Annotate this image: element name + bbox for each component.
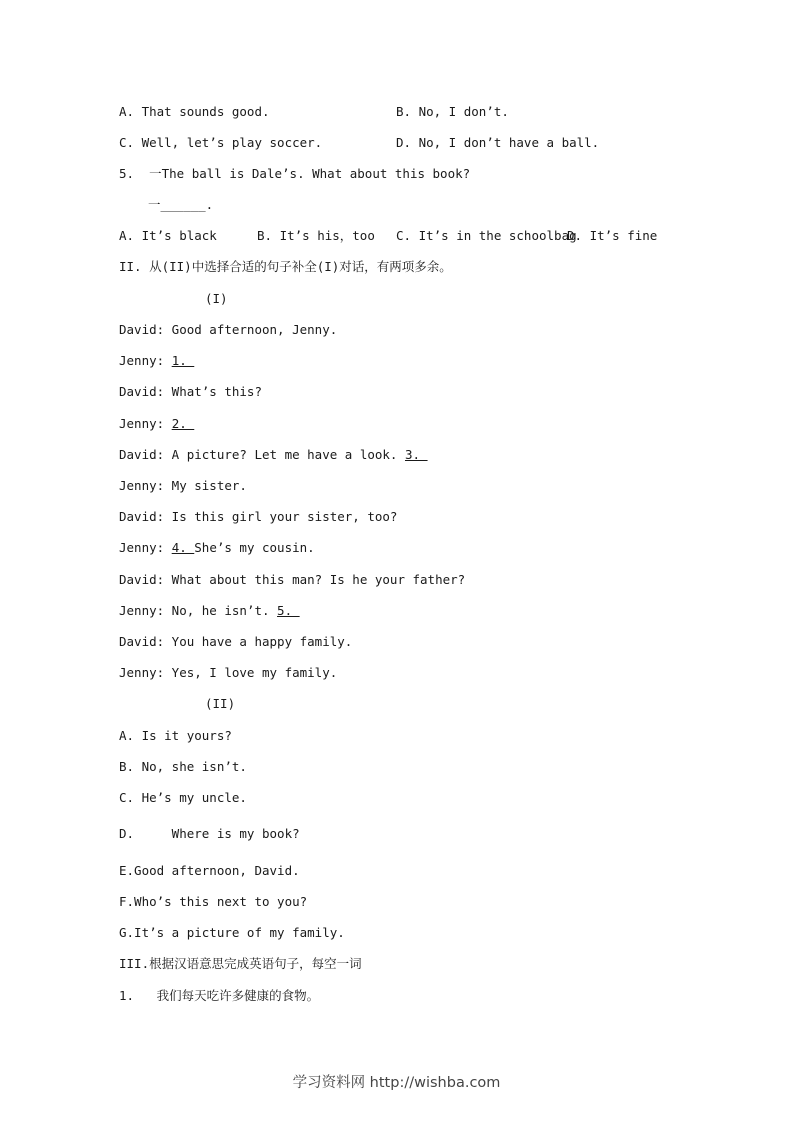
blank-3: 3. [404, 447, 428, 462]
section-3-item-1: 1. 我们每天吃许多健康的食物。 [119, 988, 320, 1003]
blank-5: 5. [277, 603, 300, 618]
q5-option-d: D. It’s fine [567, 228, 658, 243]
blank-2: 2. [171, 416, 195, 431]
section-2-heading: II. 从(II)中选择合适的句子补全(I)对话，有两项多余。 [119, 259, 452, 274]
q5-option-c: C. It’s in the schoolbag [396, 228, 577, 243]
dialogue-line: Jenny: 2. [119, 416, 195, 431]
q5-answer-line: 一______. [148, 197, 214, 212]
q5-option-a: A. It’s black [119, 228, 217, 243]
part-1-label: (I) [205, 291, 228, 306]
dialogue-line: Jenny: No, he isn’t. 5. [119, 603, 300, 618]
q4-option-a: A. That sounds good. [119, 104, 270, 119]
dialogue-line: David: Is this girl your sister, too? [119, 509, 398, 524]
option-a: A. Is it yours? [119, 728, 232, 743]
dialogue-line: David: A picture? Let me have a look. 3. [119, 447, 428, 462]
dialogue-line: David: You have a happy family. [119, 634, 353, 649]
option-f: F.Who’s this next to you? [119, 894, 308, 909]
part-2-label: (II) [205, 696, 236, 711]
blank-4: 4. [171, 540, 195, 555]
option-c: C. He’s my uncle. [119, 790, 247, 805]
option-d: D. Where is my book? [119, 826, 300, 841]
dialogue-line: Jenny: My sister. [119, 478, 247, 493]
blank-1: 1. [171, 353, 195, 368]
section-3-heading: III.根据汉语意思完成英语句子，每空一词 [119, 956, 362, 971]
footer-watermark: 学习资料网 http://wishba.com [292, 1075, 501, 1091]
dialogue-line: David: What about this man? Is he your father? [119, 572, 466, 587]
dialogue-line: David: Good afternoon, Jenny. [119, 322, 338, 337]
q5-stem: 5. 一The ball is Dale’s. What about this book? [119, 166, 471, 181]
q4-option-d: D. No, I don’t have a ball. [396, 135, 600, 150]
dialogue-line: Jenny: 4. She’s my cousin. [119, 540, 315, 555]
q5-option-b: B. It’s his，too [257, 228, 375, 243]
option-g: G.It’s a picture of my family. [119, 925, 345, 940]
dialogue-line: Jenny: Yes, I love my family. [119, 665, 338, 680]
option-e: E.Good afternoon, David. [119, 863, 300, 878]
dialogue-line: Jenny: 1. [119, 353, 195, 368]
option-b: B. No, she isn’t. [119, 759, 247, 774]
dialogue-line: David: What’s this? [119, 384, 262, 399]
q4-option-c: C. Well, let’s play soccer. [119, 135, 323, 150]
q4-option-b: B. No, I don’t. [396, 104, 509, 119]
